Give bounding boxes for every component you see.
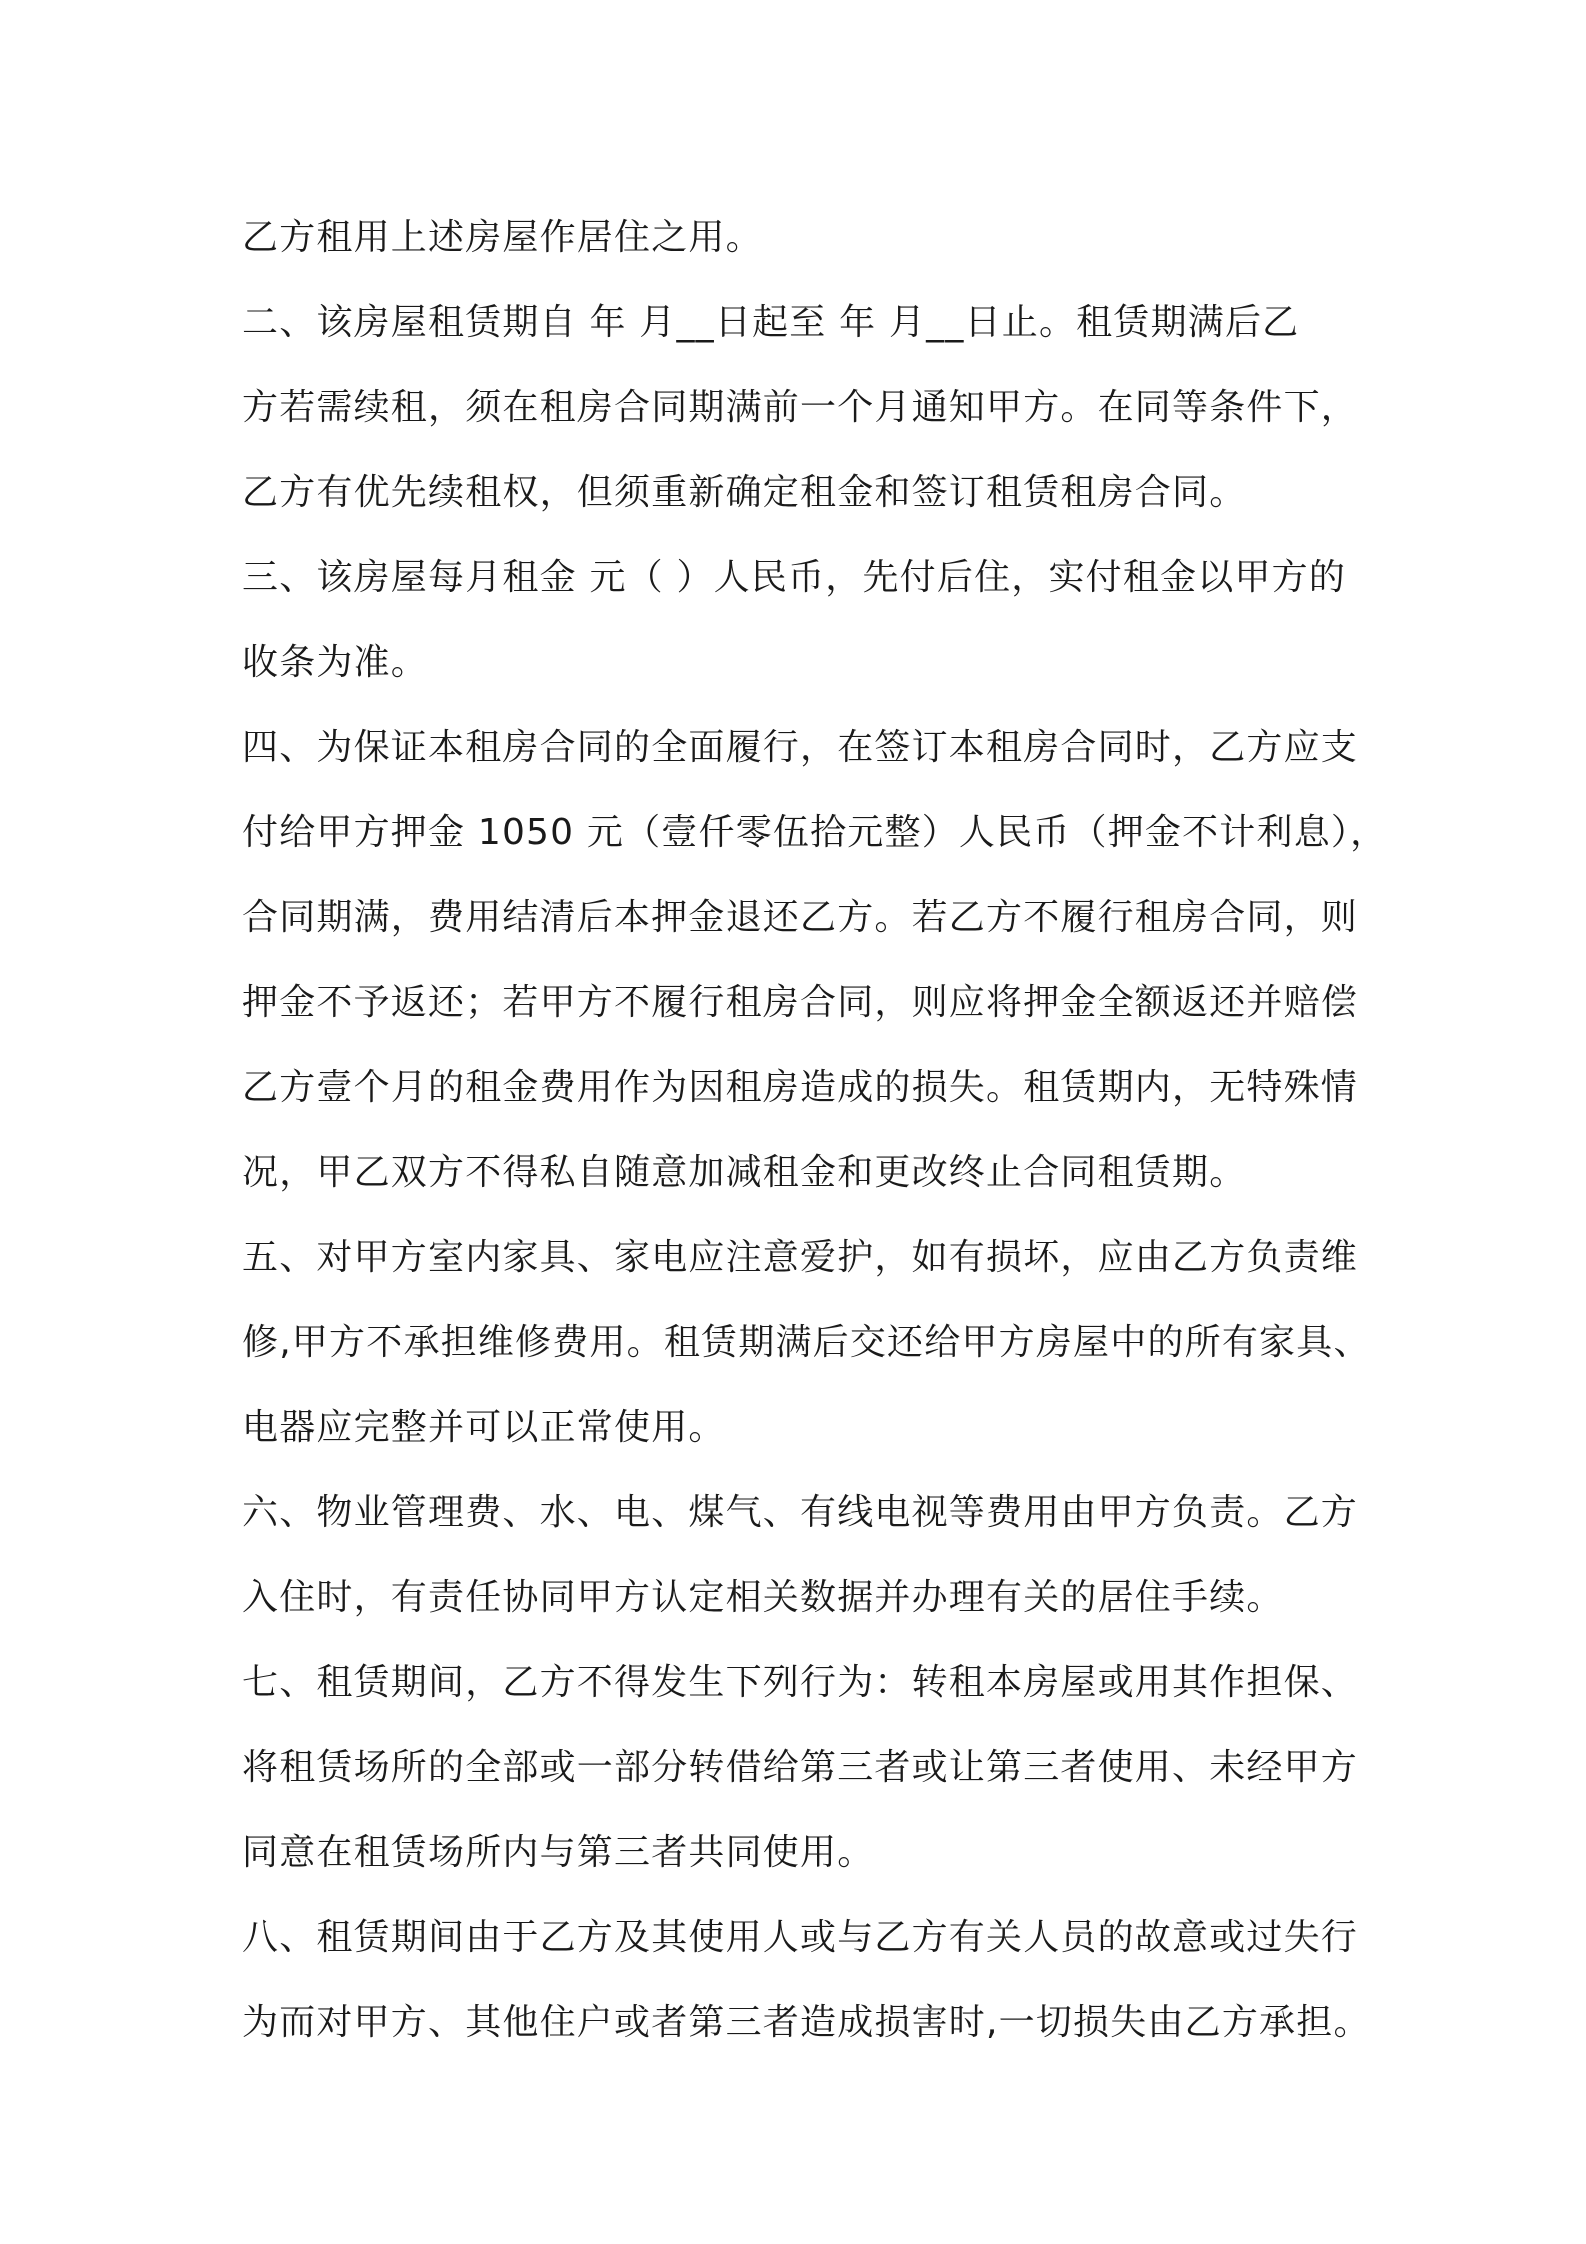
text-line-7: 四、为保证本租房合同的全面履行，在签订本租房合同时，乙方应支 — [242, 727, 1359, 768]
text-line-12: 况，甲乙双方不得私自随意加减租金和更改终止合同租赁期。 — [242, 1152, 1247, 1193]
text-line-4: 乙方有优先续租权，但须重新确定租金和签订租赁租房合同。 — [242, 472, 1247, 513]
text-line-17: 入住时，有责任协同甲方认定相关数据并办理有关的居住手续。 — [242, 1577, 1284, 1618]
text-line-15: 电器应完整并可以正常使用。 — [242, 1407, 726, 1448]
text-line-1: 乙方租用上述房屋作居住之用。 — [242, 217, 763, 258]
text-line-20: 同意在租赁场所内与第三者共同使用。 — [242, 1832, 875, 1873]
text-line-16: 六、物业管理费、水、电、煤气、有线电视等费用由甲方负责。乙方 — [242, 1492, 1359, 1533]
text-line-11: 乙方壹个月的租金费用作为因租房造成的损失。租赁期内，无特殊情 — [242, 1067, 1359, 1108]
text-line-3: 方若需续租，须在租房合同期满前一个月通知甲方。在同等条件下， — [242, 387, 1359, 428]
text-line-18: 七、租赁期间，乙方不得发生下列行为：转租本房屋或用其作担保、 — [242, 1662, 1359, 1703]
text-line-19: 将租赁场所的全部或一部分转借给第三者或让第三者使用、未经甲方 — [242, 1747, 1359, 1788]
text-line-2: 二、该房屋租赁期自 年 月__日起至 年 月__日止。租赁期满后乙 — [242, 302, 1300, 343]
contract-text — [242, 195, 1388, 2065]
text-line-10: 押金不予返还；若甲方不履行租房合同，则应将押金全额返还并赔偿 — [242, 982, 1359, 1023]
text-line-8: 付给甲方押金 1050 元（壹仟零伍拾元整）人民币（押金不计利息）， — [242, 812, 1388, 853]
text-line-13: 五、对甲方室内家具、家电应注意爱护，如有损坏，应由乙方负责维 — [242, 1237, 1359, 1278]
text-line-5: 三、该房屋每月租金 元（ ）人民币，先付后住，实付租金以甲方的 — [242, 557, 1347, 598]
text-line-6: 收条为准。 — [242, 642, 429, 683]
text-line-21: 八、租赁期间由于乙方及其使用人或与乙方有关人员的故意或过失行 — [242, 1917, 1359, 1958]
text-line-22: 为而对甲方、其他住户或者第三者造成损害时,一切损失由乙方承担。 — [242, 2002, 1371, 2043]
text-line-9: 合同期满，费用结清后本押金退还乙方。若乙方不履行租房合同，则 — [242, 897, 1359, 938]
text-line-14: 修,甲方不承担维修费用。租赁期满后交还给甲方房屋中的所有家具、 — [242, 1322, 1371, 1363]
